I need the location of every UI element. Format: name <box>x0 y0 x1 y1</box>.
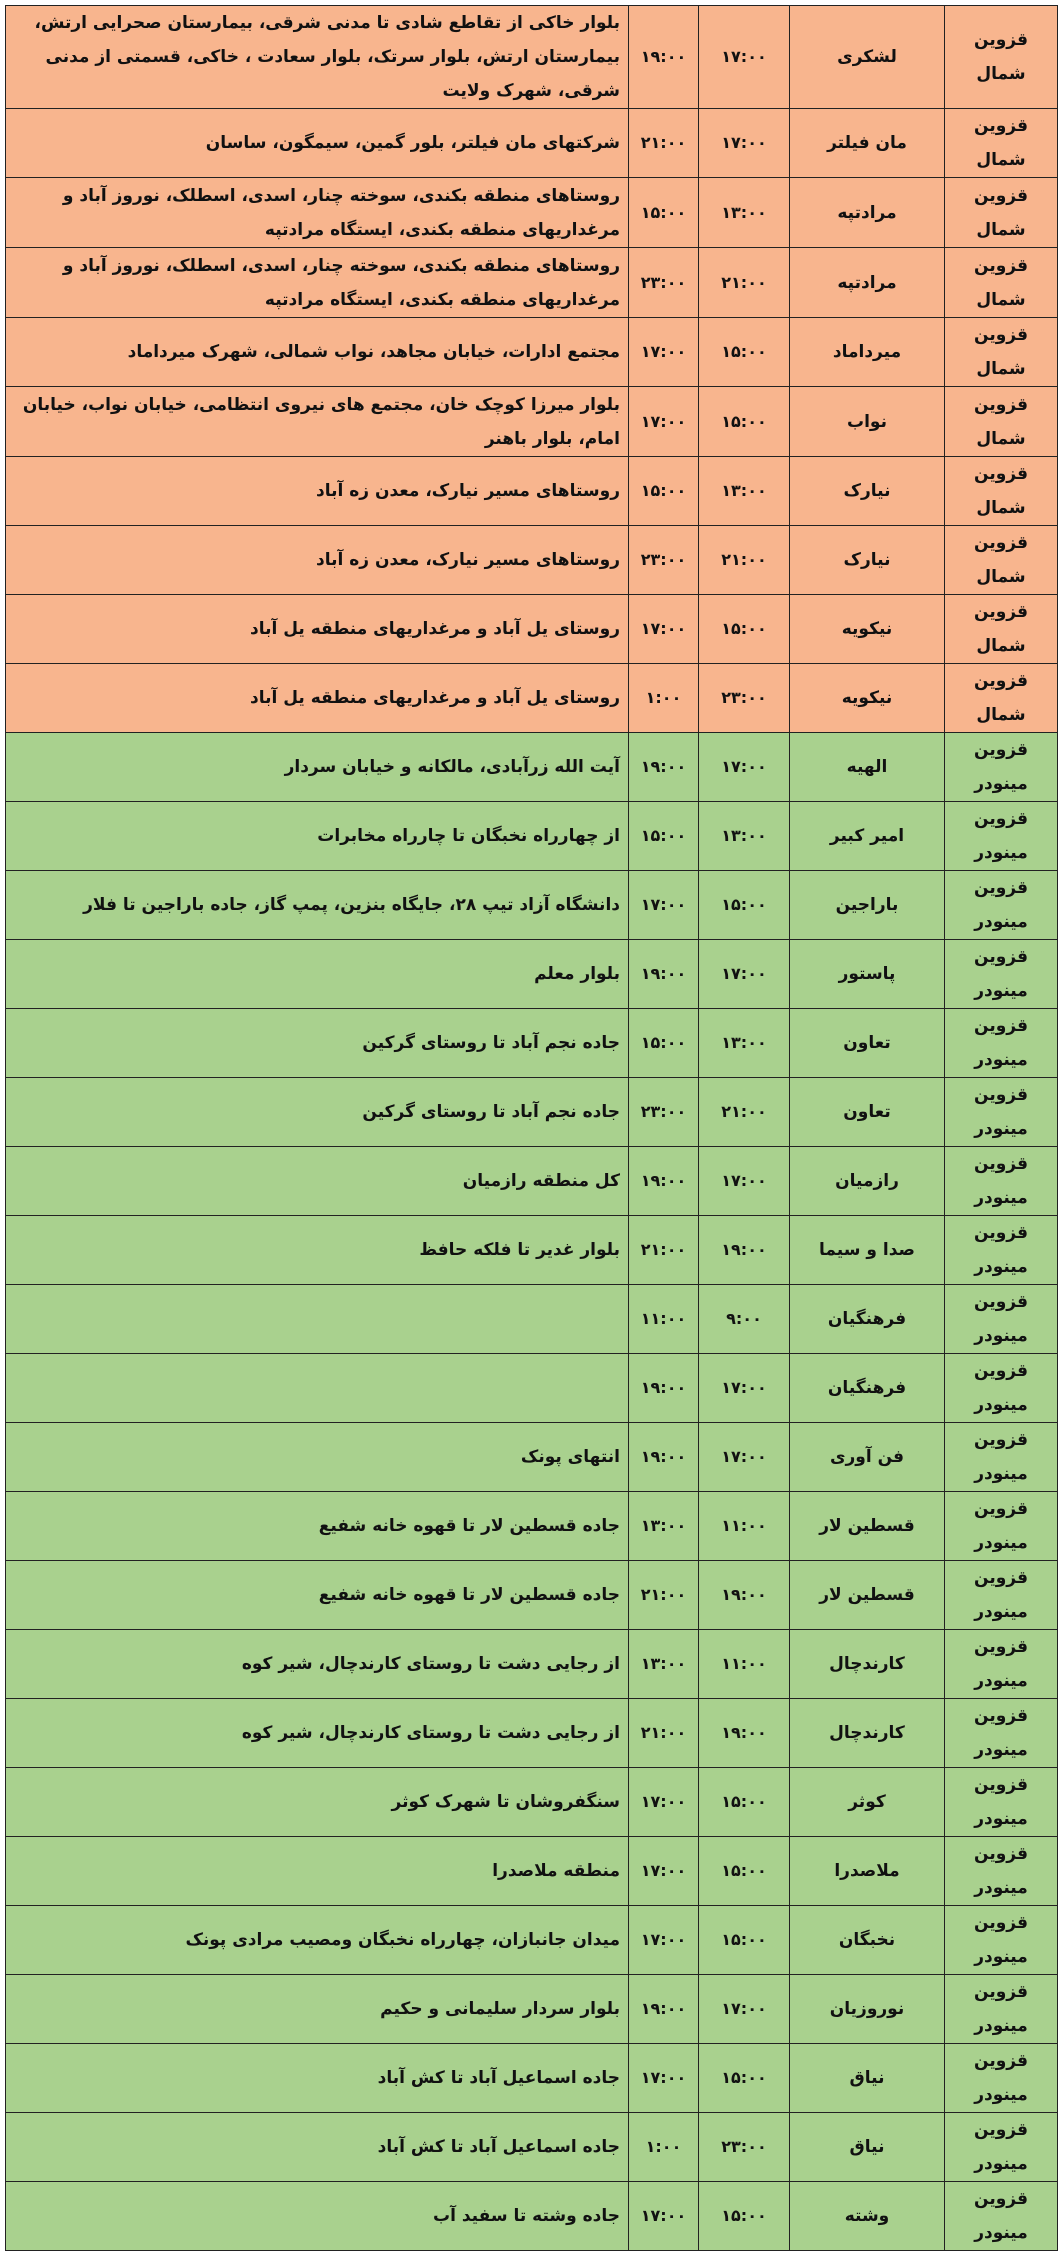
table-row <box>6 1216 1058 1285</box>
start-time-cell: ۱۹:۰۰ <box>699 1561 790 1630</box>
area-cell: نواب <box>790 387 945 457</box>
area-cell: امیر کبیر <box>790 802 945 871</box>
end-time-cell: ۱۷:۰۰ <box>629 871 699 940</box>
area-cell: پاستور <box>790 940 945 1009</box>
outage-schedule-table <box>5 5 1058 2251</box>
end-time-cell: ۲۱:۰۰ <box>629 109 699 178</box>
end-time-cell: ۲۳:۰۰ <box>629 248 699 318</box>
area-cell: وشته <box>790 2182 945 2251</box>
table-row <box>6 1009 1058 1078</box>
start-time-cell: ۱۷:۰۰ <box>699 1975 790 2044</box>
region-cell: قزوین مینودر <box>945 733 1058 802</box>
affected-areas-cell: روستاهای مسیر نیارک، معدن زه آباد <box>6 457 629 526</box>
start-time-cell: ۱۷:۰۰ <box>699 733 790 802</box>
affected-areas-cell: جاده اسماعیل آباد تا کش آباد <box>6 2113 629 2182</box>
end-time-cell: ۱۷:۰۰ <box>629 2182 699 2251</box>
start-time-cell: ۱۵:۰۰ <box>699 871 790 940</box>
table-row <box>6 6 1058 109</box>
table-row <box>6 2113 1058 2182</box>
start-time-cell: ۱۷:۰۰ <box>699 6 790 109</box>
start-time-cell: ۱۵:۰۰ <box>699 2182 790 2251</box>
area-cell: کارندچال <box>790 1699 945 1768</box>
table-row <box>6 1768 1058 1837</box>
area-cell: نخبگان <box>790 1906 945 1975</box>
region-cell: قزوین شمال <box>945 318 1058 387</box>
end-time-cell: ۱۷:۰۰ <box>629 387 699 457</box>
affected-areas-cell: جاده وشته تا سفید آب <box>6 2182 629 2251</box>
affected-areas-cell: جاده قسطین لار تا قهوه خانه شفیع <box>6 1561 629 1630</box>
affected-areas-cell: مجتمع ادارات، خیابان مجاهد، نواب شمالی، شهرک میرداماد <box>6 318 629 387</box>
area-cell: لشکری <box>790 6 945 109</box>
end-time-cell: ۱:۰۰ <box>629 664 699 733</box>
end-time-cell: ۱۹:۰۰ <box>629 733 699 802</box>
table-row <box>6 940 1058 1009</box>
affected-areas-cell <box>6 1285 629 1354</box>
table-row <box>6 1561 1058 1630</box>
affected-areas-cell: آیت الله زرآبادی، مالکانه و خیابان سردار <box>6 733 629 802</box>
area-cell: فرهنگیان <box>790 1354 945 1423</box>
area-cell: قسطین لار <box>790 1492 945 1561</box>
affected-areas-cell: از رجایی دشت تا روستای کارندچال، شیر کوه <box>6 1699 629 1768</box>
table-row <box>6 1147 1058 1216</box>
region-cell: قزوین مینودر <box>945 1147 1058 1216</box>
region-cell: قزوین مینودر <box>945 2182 1058 2251</box>
region-cell: قزوین مینودر <box>945 1906 1058 1975</box>
start-time-cell: ۹:۰۰ <box>699 1285 790 1354</box>
start-time-cell: ۱۳:۰۰ <box>699 1009 790 1078</box>
end-time-cell: ۱۷:۰۰ <box>629 1837 699 1906</box>
affected-areas-cell: بلوار معلم <box>6 940 629 1009</box>
start-time-cell: ۲۱:۰۰ <box>699 526 790 595</box>
start-time-cell: ۱۳:۰۰ <box>699 802 790 871</box>
affected-areas-cell: دانشگاه آزاد تیپ ۲۸، جایگاه بنزین، پمپ گاز، جاده باراجین تا فلار <box>6 871 629 940</box>
affected-areas-cell: روستای یل آباد و مرغداریهای منطقه یل آباد <box>6 595 629 664</box>
end-time-cell: ۱۷:۰۰ <box>629 1768 699 1837</box>
region-cell: قزوین مینودر <box>945 2113 1058 2182</box>
area-cell: مرادتپه <box>790 248 945 318</box>
table-row <box>6 871 1058 940</box>
area-cell: نیاق <box>790 2113 945 2182</box>
region-cell: قزوین مینودر <box>945 1630 1058 1699</box>
start-time-cell: ۱۹:۰۰ <box>699 1216 790 1285</box>
affected-areas-cell <box>6 1354 629 1423</box>
region-cell: قزوین مینودر <box>945 940 1058 1009</box>
affected-areas-cell: انتهای پونک <box>6 1423 629 1492</box>
area-cell: میرداماد <box>790 318 945 387</box>
end-time-cell: ۱۹:۰۰ <box>629 1147 699 1216</box>
schedule-body <box>6 6 1058 2251</box>
start-time-cell: ۱۷:۰۰ <box>699 1423 790 1492</box>
table-row <box>6 802 1058 871</box>
region-cell: قزوین مینودر <box>945 1285 1058 1354</box>
start-time-cell: ۱۵:۰۰ <box>699 318 790 387</box>
start-time-cell: ۱۵:۰۰ <box>699 2044 790 2113</box>
affected-areas-cell: سنگفروشان تا شهرک کوثر <box>6 1768 629 1837</box>
end-time-cell: ۱۱:۰۰ <box>629 1285 699 1354</box>
table-row <box>6 1837 1058 1906</box>
area-cell: نیکویه <box>790 664 945 733</box>
region-cell: قزوین مینودر <box>945 871 1058 940</box>
affected-areas-cell: از رجایی دشت تا روستای کارندچال، شیر کوه <box>6 1630 629 1699</box>
area-cell: کوثر <box>790 1768 945 1837</box>
table-row <box>6 1699 1058 1768</box>
end-time-cell: ۱۹:۰۰ <box>629 1423 699 1492</box>
start-time-cell: ۱۷:۰۰ <box>699 109 790 178</box>
table-row <box>6 1630 1058 1699</box>
region-cell: قزوین مینودر <box>945 1699 1058 1768</box>
table-row <box>6 178 1058 248</box>
affected-areas-cell: روستاهای منطقه بکندی، سوخته چنار، اسدی، اسطلک، نوروز آباد و مرغداریهای منطقه بکندی، ایستگاه مرادتپه <box>6 248 629 318</box>
affected-areas-cell: جاده نجم آباد تا روستای گرکین <box>6 1078 629 1147</box>
region-cell: قزوین مینودر <box>945 1768 1058 1837</box>
end-time-cell: ۱۵:۰۰ <box>629 178 699 248</box>
table-row <box>6 457 1058 526</box>
affected-areas-cell: روستای یل آباد و مرغداریهای منطقه یل آباد <box>6 664 629 733</box>
area-cell: فن آوری <box>790 1423 945 1492</box>
affected-areas-cell: میدان جانبازان، چهارراه نخبگان ومصیب مرادی پونک <box>6 1906 629 1975</box>
affected-areas-cell: از چهارراه نخبگان تا چارراه مخابرات <box>6 802 629 871</box>
table-row <box>6 733 1058 802</box>
end-time-cell: ۱:۰۰ <box>629 2113 699 2182</box>
area-cell: نیارک <box>790 457 945 526</box>
area-cell: صدا و سیما <box>790 1216 945 1285</box>
start-time-cell: ۱۵:۰۰ <box>699 595 790 664</box>
table-row <box>6 1975 1058 2044</box>
area-cell: تعاون <box>790 1078 945 1147</box>
start-time-cell: ۲۳:۰۰ <box>699 2113 790 2182</box>
region-cell: قزوین شمال <box>945 457 1058 526</box>
start-time-cell: ۱۵:۰۰ <box>699 1906 790 1975</box>
area-cell: رازمیان <box>790 1147 945 1216</box>
table-row <box>6 318 1058 387</box>
start-time-cell: ۱۱:۰۰ <box>699 1492 790 1561</box>
end-time-cell: ۲۳:۰۰ <box>629 526 699 595</box>
start-time-cell: ۲۱:۰۰ <box>699 248 790 318</box>
table-row <box>6 109 1058 178</box>
region-cell: قزوین مینودر <box>945 2044 1058 2113</box>
region-cell: قزوین شمال <box>945 178 1058 248</box>
region-cell: قزوین شمال <box>945 387 1058 457</box>
region-cell: قزوین شمال <box>945 664 1058 733</box>
affected-areas-cell: کل منطقه رازمیان <box>6 1147 629 1216</box>
table-row <box>6 2182 1058 2251</box>
end-time-cell: ۱۹:۰۰ <box>629 940 699 1009</box>
affected-areas-cell: روستاهای منطقه بکندی، سوخته چنار، اسدی، اسطلک، نوروز آباد و مرغداریهای منطقه بکندی، ایستگاه مرادتپه <box>6 178 629 248</box>
table-row <box>6 595 1058 664</box>
area-cell: نیکویه <box>790 595 945 664</box>
end-time-cell: ۱۳:۰۰ <box>629 1630 699 1699</box>
end-time-cell: ۲۳:۰۰ <box>629 1078 699 1147</box>
region-cell: قزوین مینودر <box>945 1216 1058 1285</box>
end-time-cell: ۱۹:۰۰ <box>629 6 699 109</box>
start-time-cell: ۱۵:۰۰ <box>699 387 790 457</box>
region-cell: قزوین مینودر <box>945 1423 1058 1492</box>
region-cell: قزوین مینودر <box>945 1492 1058 1561</box>
start-time-cell: ۱۵:۰۰ <box>699 1768 790 1837</box>
start-time-cell: ۱۹:۰۰ <box>699 1699 790 1768</box>
area-cell: قسطین لار <box>790 1561 945 1630</box>
end-time-cell: ۲۱:۰۰ <box>629 1561 699 1630</box>
region-cell: قزوین شمال <box>945 109 1058 178</box>
start-time-cell: ۱۵:۰۰ <box>699 1837 790 1906</box>
end-time-cell: ۱۹:۰۰ <box>629 1354 699 1423</box>
end-time-cell: ۱۷:۰۰ <box>629 318 699 387</box>
start-time-cell: ۱۷:۰۰ <box>699 1147 790 1216</box>
table-row <box>6 387 1058 457</box>
start-time-cell: ۲۱:۰۰ <box>699 1078 790 1147</box>
table-row <box>6 664 1058 733</box>
affected-areas-cell: روستاهای مسیر نیارک، معدن زه آباد <box>6 526 629 595</box>
region-cell: قزوین مینودر <box>945 802 1058 871</box>
end-time-cell: ۱۹:۰۰ <box>629 1975 699 2044</box>
affected-areas-cell: جاده قسطین لار تا قهوه خانه شفیع <box>6 1492 629 1561</box>
affected-areas-cell: بلوار غدیر تا فلکه حافظ <box>6 1216 629 1285</box>
end-time-cell: ۱۵:۰۰ <box>629 1009 699 1078</box>
table-row <box>6 2044 1058 2113</box>
start-time-cell: ۱۳:۰۰ <box>699 178 790 248</box>
end-time-cell: ۱۷:۰۰ <box>629 1906 699 1975</box>
area-cell: نیارک <box>790 526 945 595</box>
table-row <box>6 1354 1058 1423</box>
area-cell: تعاون <box>790 1009 945 1078</box>
start-time-cell: ۱۷:۰۰ <box>699 940 790 1009</box>
end-time-cell: ۱۵:۰۰ <box>629 802 699 871</box>
start-time-cell: ۲۳:۰۰ <box>699 664 790 733</box>
region-cell: قزوین مینودر <box>945 1354 1058 1423</box>
affected-areas-cell: منطقه ملاصدرا <box>6 1837 629 1906</box>
end-time-cell: ۱۳:۰۰ <box>629 1492 699 1561</box>
region-cell: قزوین شمال <box>945 526 1058 595</box>
affected-areas-cell: بلوار خاکی از تقاطع شادی تا مدنی شرقی، بیمارستان صحرایی ارتش، بیمارستان ارتش، بلوار سرتک، بلوار سعادت ، خاکی، قسمتی از مدنی شرقی، شهرک ولایت <box>6 6 629 109</box>
end-time-cell: ۱۵:۰۰ <box>629 457 699 526</box>
start-time-cell: ۱۳:۰۰ <box>699 457 790 526</box>
end-time-cell: ۱۷:۰۰ <box>629 2044 699 2113</box>
start-time-cell: ۱۱:۰۰ <box>699 1630 790 1699</box>
area-cell: نوروزیان <box>790 1975 945 2044</box>
table-row <box>6 1285 1058 1354</box>
area-cell: کارندچال <box>790 1630 945 1699</box>
affected-areas-cell: جاده نجم آباد تا روستای گرکین <box>6 1009 629 1078</box>
start-time-cell: ۱۷:۰۰ <box>699 1354 790 1423</box>
affected-areas-cell: شرکتهای مان فیلتر، بلور گمین، سیمگون، ساسان <box>6 109 629 178</box>
area-cell: مان فیلتر <box>790 109 945 178</box>
area-cell: الهیه <box>790 733 945 802</box>
region-cell: قزوین شمال <box>945 595 1058 664</box>
table-row <box>6 1906 1058 1975</box>
end-time-cell: ۲۱:۰۰ <box>629 1699 699 1768</box>
affected-areas-cell: بلوار میرزا کوچک خان، مجتمع های نیروی انتظامی، خیابان نواب، خیابان امام، بلوار باهنر <box>6 387 629 457</box>
table-row <box>6 248 1058 318</box>
end-time-cell: ۲۱:۰۰ <box>629 1216 699 1285</box>
area-cell: نیاق <box>790 2044 945 2113</box>
end-time-cell: ۱۷:۰۰ <box>629 595 699 664</box>
table-row <box>6 1492 1058 1561</box>
table-row <box>6 1078 1058 1147</box>
affected-areas-cell: بلوار سردار سلیمانی و حکیم <box>6 1975 629 2044</box>
table-row <box>6 1423 1058 1492</box>
area-cell: باراجین <box>790 871 945 940</box>
region-cell: قزوین مینودر <box>945 1975 1058 2044</box>
table-row <box>6 526 1058 595</box>
region-cell: قزوین مینودر <box>945 1837 1058 1906</box>
affected-areas-cell: جاده اسماعیل آباد تا کش آباد <box>6 2044 629 2113</box>
area-cell: فرهنگیان <box>790 1285 945 1354</box>
area-cell: مرادتپه <box>790 178 945 248</box>
region-cell: قزوین مینودر <box>945 1009 1058 1078</box>
region-cell: قزوین مینودر <box>945 1561 1058 1630</box>
region-cell: قزوین مینودر <box>945 1078 1058 1147</box>
area-cell: ملاصدرا <box>790 1837 945 1906</box>
region-cell: قزوین شمال <box>945 248 1058 318</box>
region-cell: قزوین شمال <box>945 6 1058 109</box>
